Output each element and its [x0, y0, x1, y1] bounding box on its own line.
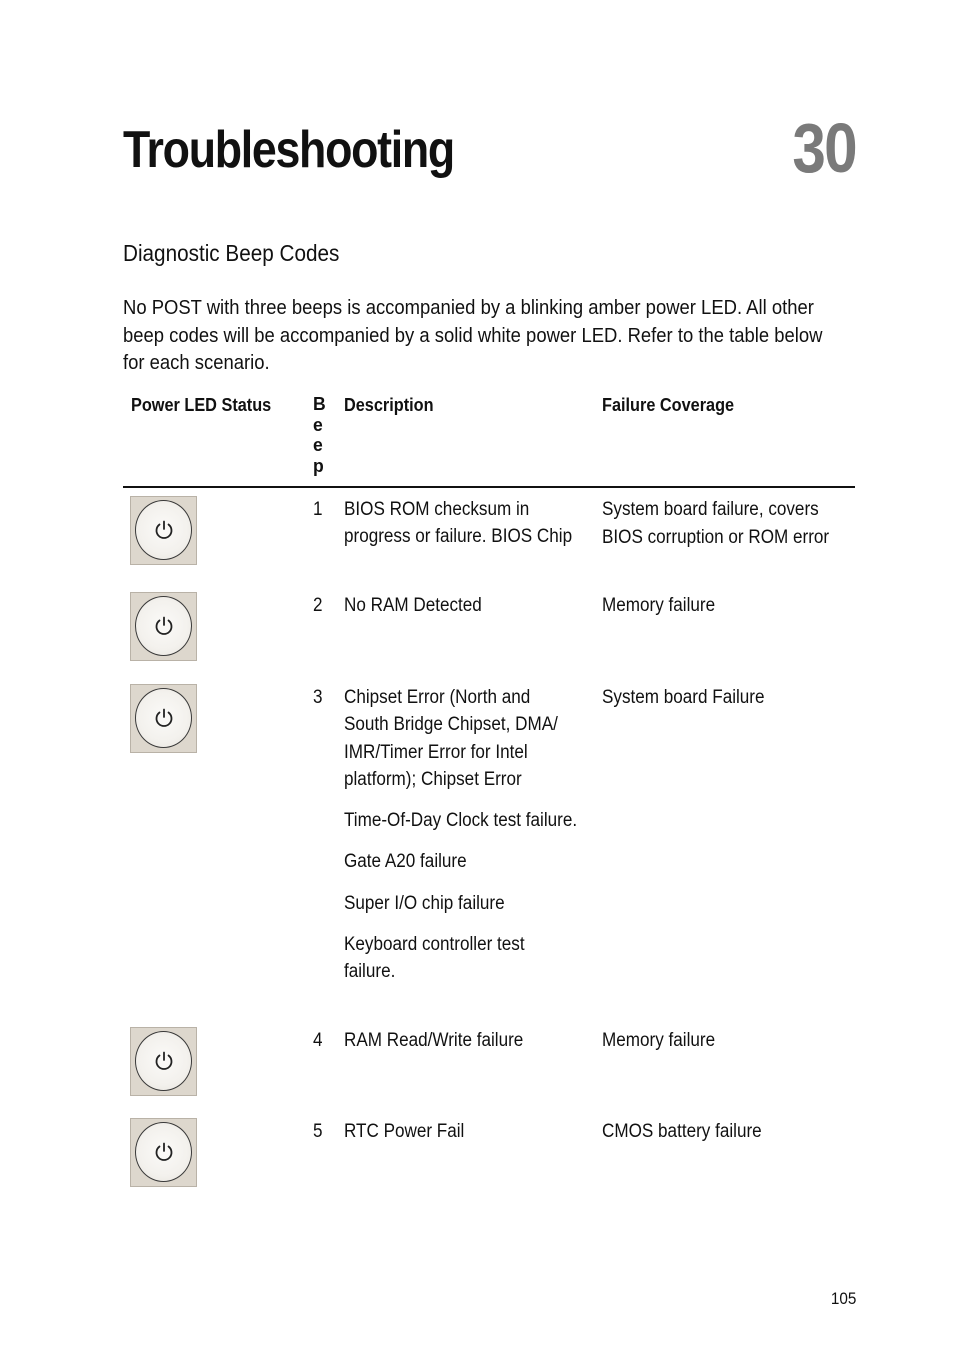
description-text: Gate A20 failure — [344, 851, 467, 873]
description-cell — [344, 496, 578, 565]
header-beep — [313, 394, 332, 476]
power-button-led-icon — [130, 592, 197, 661]
description-text: BIOS ROM checksum in progress or failure. BIOS Chip — [344, 499, 573, 548]
intro-paragraph: No POST with three beeps is accompanied by a blinking amber power LED. All other beep codes will be accompanied by a solid white power LED. Refer to the table below for each scenario. — [123, 296, 823, 374]
chapter-number: 30 — [792, 109, 856, 187]
description-cell — [344, 592, 578, 633]
description-cell — [344, 1027, 578, 1068]
description-cell — [344, 1118, 578, 1159]
description-text: Time-Of-Day Clock test failure. — [344, 810, 578, 832]
description-cell — [344, 684, 578, 1000]
table-header — [123, 394, 855, 488]
section-title: Diagnostic Beep Codes — [123, 240, 340, 266]
beep-count: 3 — [313, 687, 323, 708]
description-text: Chipset Error (North and South Bridge Chipset, DMA/ IMR/Timer Error for Intel platform); Chipset Error — [344, 687, 558, 790]
description-text: Super I/O chip failure — [344, 892, 505, 914]
failure-coverage-cell: System board Failure — [602, 687, 765, 708]
power-button-led-icon — [130, 1027, 197, 1096]
header-beep-letter: e — [313, 434, 323, 455]
failure-coverage-cell: System board failure, covers BIOS corruption or ROM error — [602, 499, 830, 548]
chapter-title: Troubleshooting — [123, 121, 454, 179]
header-power-led-status: Power LED Status — [131, 394, 272, 415]
header-beep-letter: B — [313, 393, 326, 414]
power-button-led-icon — [130, 684, 197, 753]
failure-coverage-cell: Memory failure — [602, 595, 716, 616]
beep-count: 2 — [313, 595, 323, 616]
failure-coverage-cell: CMOS battery failure — [602, 1121, 762, 1142]
power-button-led-icon — [130, 1118, 197, 1187]
header-beep-letter: e — [313, 413, 323, 435]
page-number: 105 — [830, 1289, 856, 1308]
failure-coverage-cell: Memory failure — [602, 1030, 716, 1051]
description-text: Keyboard controller test failure. — [344, 934, 525, 983]
header-failure-coverage: Failure Coverage — [602, 394, 735, 415]
description-text: RAM Read/Write failure — [344, 1030, 524, 1051]
beep-count: 1 — [313, 499, 323, 520]
header-beep-letter: p — [313, 454, 324, 476]
header-description: Description — [344, 394, 434, 415]
beep-count: 5 — [313, 1121, 323, 1142]
description-text: RTC Power Fail — [344, 1121, 465, 1142]
beep-count: 4 — [313, 1030, 323, 1051]
description-text: No RAM Detected — [344, 595, 482, 616]
power-button-led-icon — [130, 496, 197, 565]
